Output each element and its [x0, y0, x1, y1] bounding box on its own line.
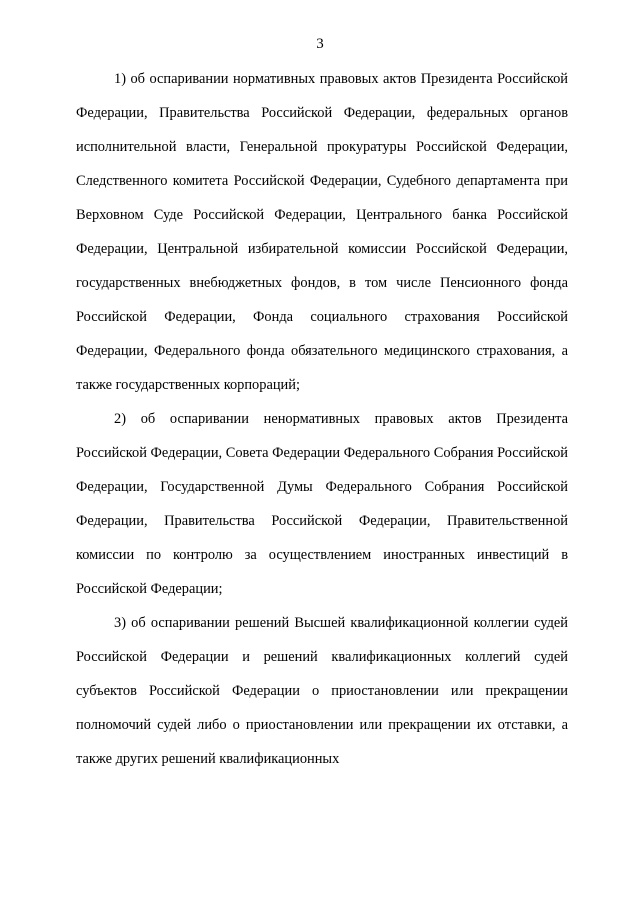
paragraph-2: 2) об оспаривании ненормативных правовых актов Президента Российской Федерации, Совета Федерации Федерального Собрания Российской Федерации, Государственной Думы Федерального Собрания Российской Федерации, Правительства Российской Федерации, Правительственной комиссии по контролю за осуществлением иностранных инвестиций в Российской Федерации;: [76, 411, 568, 597]
paragraph-3: 3) об оспаривании решений Высшей квалификационной коллегии судей Российской Федерации и решений квалификационных коллегий судей субъектов Российской Федерации о приостановлении или прекращении полномочий судей либо о приостановлении или прекращении их отставки, а также других решений квалификационных: [76, 615, 568, 767]
paragraph-1: 1) об оспаривании нормативных правовых актов Президента Российской Федерации, Правительства Российской Федерации, федеральных органов исполнительной власти, Генеральной прокуратуры Российской Федерации, Следственного комитета Российской Федерации, Судебного департамента при Верховном Суде Российской Федерации, Центрального банка Российской Федерации, Центральной избирательной комиссии Российской Федерации, государственных внебюджетных фондов, в том числе Пенсионного фонда Российской Федерации, Фонда социального страхования Российской Федерации, Федерального фонда обязательного медицинского страхования, а также государственных корпораций;: [76, 71, 568, 393]
page-number: 3: [316, 36, 324, 52]
document-body: [76, 62, 568, 776]
